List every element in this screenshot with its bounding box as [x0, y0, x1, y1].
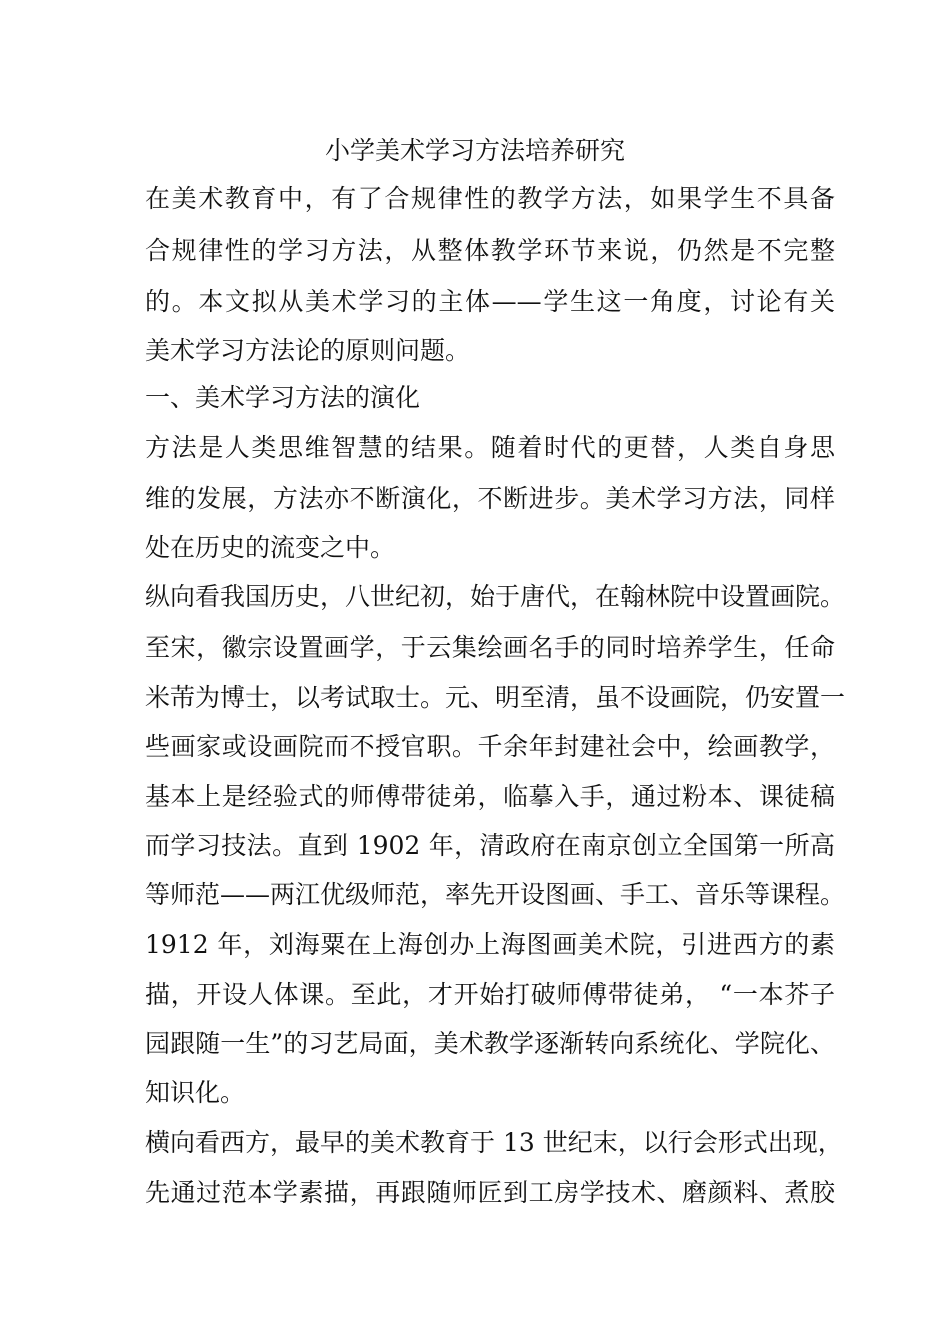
paragraph-line: 米芾为博士，以考试取士。元、明至清，虽不设画院，仍安置一: [145, 683, 846, 712]
paragraph-line: 至宋，徽宗设置画学，于云集绘画名手的同时培养学生，任命: [145, 633, 835, 662]
paragraph-line: 横向看西方，最早的美术教育于 13 世纪末，以行会形式出现，: [145, 1128, 843, 1157]
paragraph-line: 先通过范本学素描，再跟随师匠到工房学技术、磨颜料、煮胶: [145, 1178, 835, 1207]
paragraph-line: 而学习技法。直到 1902 年，清政府在南京创立全国第一所高: [145, 831, 835, 860]
paragraph-line: 知识化。: [145, 1078, 246, 1107]
paragraph-line: 些画家或设画院而不授官职。千余年封建社会中，绘画教学，: [145, 732, 835, 761]
paragraph-line: 1912 年，刘海粟在上海创办上海图画美术院，引进西方的素: [145, 930, 835, 959]
paragraph-line: 描，开设人体课。至此，才开始打破师傅带徒弟， “一本芥子: [145, 980, 835, 1009]
paragraph-line: 方法是人类思维智慧的结果。随着时代的更替，人类自身思: [145, 433, 835, 462]
document-title: 小学美术学习方法培养研究: [324, 136, 625, 165]
paragraph-line: 园跟随一生”的习艺局面，美术教学逐渐转向系统化、学院化、: [145, 1029, 835, 1058]
paragraph-line: 的。本文拟从美术学习的主体——学生这一角度，讨论有关: [145, 287, 835, 316]
paragraph-line: 基本上是经验式的师傅带徒弟，临摹入手，通过粉本、课徒稿: [145, 782, 835, 811]
paragraph-line: 美术学习方法论的原则问题。: [145, 336, 471, 365]
section-heading: 一、美术学习方法的演化: [145, 383, 421, 412]
paragraph-line: 合规律性的学习方法，从整体教学环节来说，仍然是不完整: [145, 236, 835, 265]
paragraph-line: 处在历史的流变之中。: [145, 533, 396, 562]
paragraph-line: 在美术教育中，有了合规律性的教学方法，如果学生不具备: [145, 184, 835, 213]
paragraph-line: 纵向看我国历史，八世纪初，始于唐代，在翰林院中设置画院。: [145, 582, 846, 611]
paragraph-line: 等师范——两江优级师范，率先开设图画、手工、音乐等课程。: [145, 880, 846, 909]
paragraph-line: 维的发展，方法亦不断演化，不断进步。美术学习方法，同样: [145, 484, 835, 513]
